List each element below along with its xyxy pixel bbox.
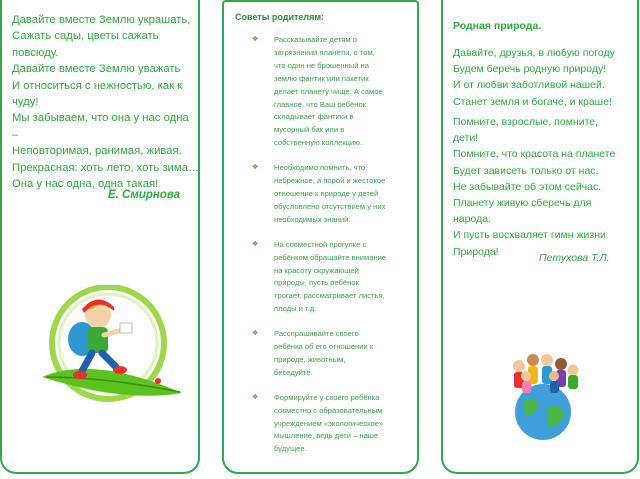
tip-line: отношение к природе у детей	[274, 188, 379, 198]
tip-item	[248, 239, 416, 316]
tip-line: складывает фантики в	[274, 112, 354, 122]
tip-line: На совместной прогулке с	[274, 239, 367, 249]
tips-title: Советы родителям:	[235, 12, 325, 22]
ladybug-icon	[155, 378, 161, 384]
diamond-bullet-icon: ❖	[252, 164, 259, 172]
tip-line: на красоту окружающей	[274, 265, 359, 275]
diamond-bullet-icon: ❖	[252, 393, 259, 401]
tip-line: плоды и т.д.	[274, 304, 317, 314]
tip-line: обусловлено отсутствием у них	[274, 201, 386, 211]
tip-line: Необходимо помнить, что	[274, 163, 366, 173]
poem-line: Она у нас одна, одна такая!	[12, 178, 159, 191]
diamond-bullet-icon: ❖	[252, 36, 259, 43]
poem-line: дети!	[453, 132, 479, 145]
poem-author: Петухова Т.Л.	[539, 252, 610, 264]
tip-line: совместно с образовательным	[274, 405, 383, 415]
right-panel	[441, 0, 639, 474]
tip-line: землю фантик или пакетик	[274, 73, 369, 83]
tip-line: Расспрашивайте своего	[274, 329, 359, 339]
left-panel	[0, 0, 200, 474]
poem-line: Помните, что красота на планете	[453, 148, 616, 161]
tip-line: небрежное, а порой и жестокое	[274, 176, 386, 186]
tip-line: загрязнении планеты, о том,	[274, 47, 375, 57]
smirnova-poem	[12, 12, 198, 192]
tip-line: необходимых знаний.	[274, 214, 351, 224]
tip-item	[248, 392, 416, 457]
poem-line: чуду!	[12, 96, 39, 109]
tip-line: делает планету чище. А самое	[274, 86, 383, 96]
poem-line: Станет земля и богаче, и краше!	[453, 95, 612, 108]
tip-line: собственную коллекцию.	[274, 138, 363, 148]
poem-line: –	[12, 128, 19, 141]
poem-line: Будем беречь родную природу!	[453, 63, 607, 76]
poem-line: Мы забываем, что она у нас одна	[12, 112, 189, 125]
tip-line: главное, что Ваш ребёнок	[274, 99, 366, 109]
tip-line: Формируйте у своего ребёнка	[274, 392, 380, 402]
tip-line: природы, пусть ребёнок	[274, 278, 359, 288]
poem-author: Е. Смирнова	[108, 189, 181, 201]
poem-line: И от любви заботливой нашей.	[453, 79, 605, 92]
poem-line: Прекрасная: хоть лето, хоть зима…	[12, 161, 200, 174]
paper-icon	[120, 323, 132, 333]
diamond-bullet-icon: ❖	[252, 330, 259, 338]
tip-line: будущее.	[274, 444, 307, 454]
tip-line: мусорный бак или в	[274, 125, 345, 135]
tip-line: ребёнком обращайте внимание	[274, 252, 387, 262]
poem-line: Давайте вместе Землю уважать	[12, 63, 181, 76]
boy-on-leaf-illustration	[34, 285, 186, 407]
tip-line: учреждением «экологическое»	[274, 418, 384, 428]
stanza-1	[453, 45, 637, 110]
poem-line: Планету живую сберечь для	[453, 197, 592, 210]
tip-line: трогает, рассматривает листья,	[274, 291, 385, 301]
stanza-2	[453, 114, 637, 260]
tip-item	[248, 328, 416, 380]
tips-list	[248, 34, 416, 468]
poem-line: Не забывайте об этом сейчас.	[453, 180, 602, 193]
poem-line: Будет зависеть только от нас.	[453, 164, 599, 177]
middle-panel	[222, 0, 419, 474]
tip-line: ребёнка об его отношении к	[274, 342, 374, 352]
tip-line: мышление, ведь дети – наше	[274, 431, 379, 441]
children-on-globe-illustration	[501, 346, 586, 441]
poem-line: Давайте, друзья, в любую погоду	[453, 47, 615, 59]
poem-line: И относиться с нежностью, как к	[12, 79, 183, 92]
tip-line: Рассказывайте детям о	[274, 35, 357, 44]
poem-line: повсюду.	[12, 46, 59, 59]
tip-item	[248, 162, 416, 227]
leaf-icon	[42, 369, 182, 396]
poem-line: Неповторимая, ранимая, живая.	[12, 145, 182, 158]
poem-line: народа.	[453, 213, 491, 226]
poem-line: И пусть восхваляет гимн жизни	[453, 229, 606, 242]
poem-line: Давайте вместе Землю украшать,	[12, 14, 191, 26]
poem-line: Помните, взрослые, помните,	[453, 116, 599, 128]
tip-item	[248, 34, 416, 150]
diamond-bullet-icon: ❖	[252, 240, 259, 248]
poem-title: Родная природа.	[453, 20, 542, 32]
poem-line: Природа!	[453, 245, 499, 258]
poem-line: Сажать сады, цветы сажать	[12, 30, 159, 43]
tip-line: беседуйте.	[274, 367, 313, 377]
tip-line: что один не брошенный на	[274, 60, 369, 70]
tip-line: природе, животным,	[274, 354, 346, 364]
